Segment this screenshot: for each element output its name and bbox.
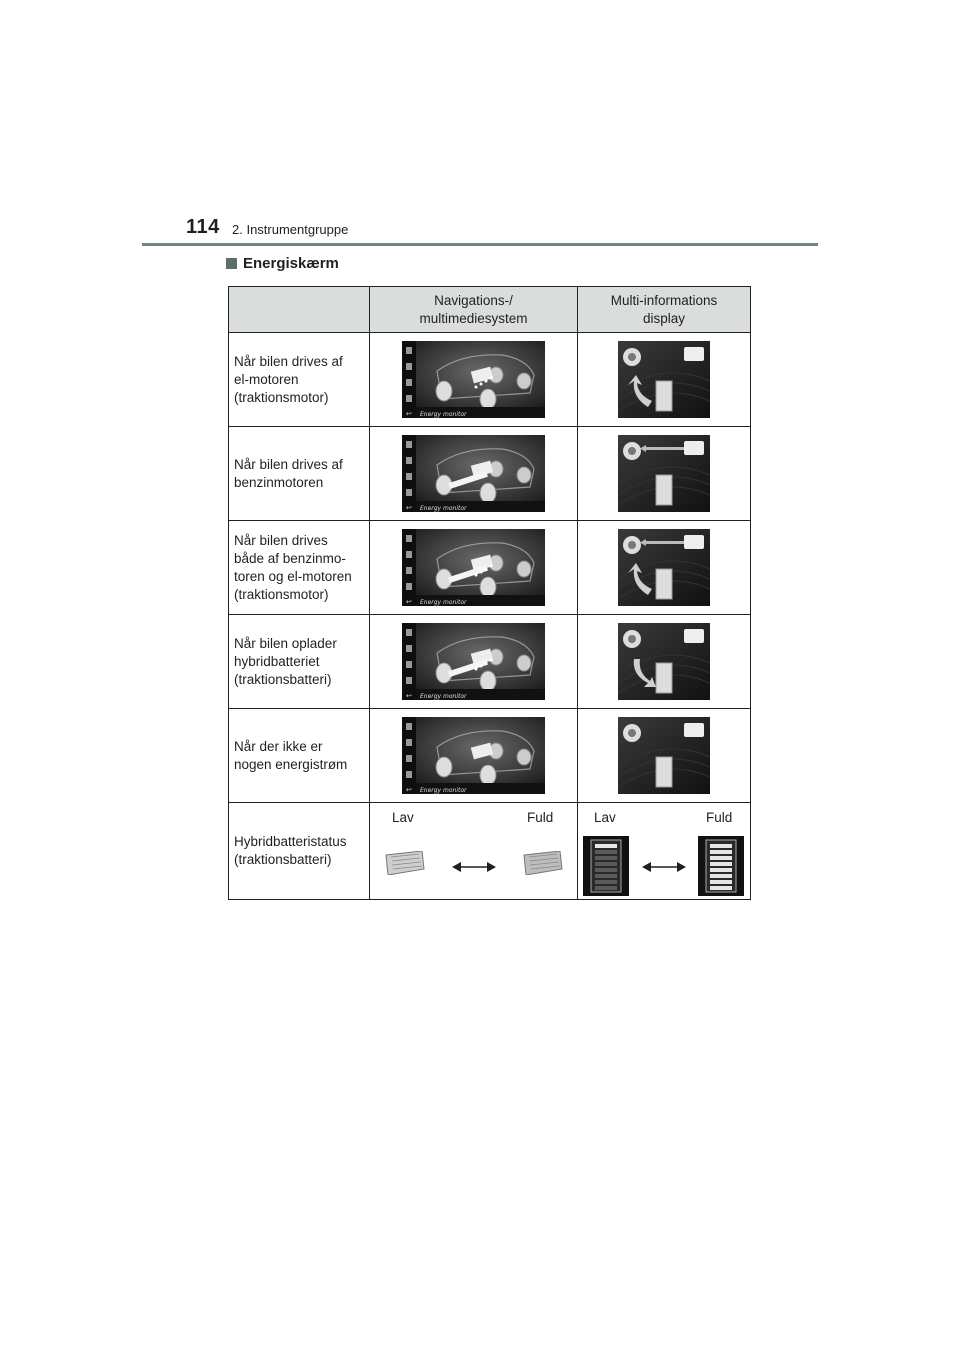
status-row bbox=[229, 803, 751, 900]
table-header-multi bbox=[578, 287, 751, 333]
section-square-icon bbox=[226, 258, 237, 269]
battery-icon bbox=[520, 851, 564, 875]
svg-text:Energy monitor: Energy monitor bbox=[420, 505, 467, 512]
row-label bbox=[229, 709, 370, 803]
energy-table bbox=[228, 286, 751, 900]
wheel-icon bbox=[623, 630, 641, 648]
label-line: benzinmotoren bbox=[234, 474, 324, 490]
header-line: Navigations-/ bbox=[434, 292, 513, 308]
table-header-empty bbox=[229, 287, 370, 333]
mid-battery-status bbox=[578, 803, 751, 900]
header-line: display bbox=[642, 310, 686, 326]
double-arrow-icon bbox=[642, 861, 686, 873]
svg-text:↩: ↩ bbox=[406, 504, 412, 512]
label-line: Når bilen drives af bbox=[234, 456, 343, 472]
header-rule bbox=[142, 243, 818, 246]
header-line: multimediesystem bbox=[419, 310, 528, 326]
wheel-icon bbox=[623, 442, 641, 460]
mid-energy-screen bbox=[618, 435, 710, 512]
section-title bbox=[226, 255, 339, 272]
svg-text:Energy monitor: Energy monitor bbox=[420, 411, 467, 418]
table-row bbox=[229, 427, 751, 521]
nav-energy-screen bbox=[402, 623, 545, 700]
label-line: Når der ikke er bbox=[234, 738, 323, 754]
label-line: el-motoren bbox=[234, 371, 299, 387]
section-title-text: Energiskærm bbox=[243, 255, 339, 272]
engine-icon bbox=[684, 347, 704, 361]
nav-screen-cell bbox=[370, 709, 578, 803]
label-line: nogen energistrøm bbox=[234, 756, 348, 772]
engine-icon bbox=[684, 535, 704, 549]
double-arrow-icon bbox=[452, 861, 496, 873]
row-label bbox=[229, 333, 370, 427]
row-label bbox=[229, 427, 370, 521]
label-line: (traktionsmotor) bbox=[234, 586, 329, 602]
nav-energy-screen bbox=[402, 341, 545, 418]
svg-text:↩: ↩ bbox=[406, 692, 412, 700]
mid-screen-cell bbox=[578, 709, 751, 803]
nav-screen-cell bbox=[370, 521, 578, 615]
label-line: toren og el-motoren bbox=[234, 568, 352, 584]
label-line: både af benzinmo- bbox=[234, 550, 346, 566]
nav-energy-screen bbox=[402, 717, 545, 794]
nav-energy-screen bbox=[402, 529, 545, 606]
wheel-icon bbox=[623, 536, 641, 554]
table-header-row bbox=[229, 287, 751, 333]
svg-text:↩: ↩ bbox=[406, 410, 412, 418]
svg-text:↩: ↩ bbox=[406, 786, 412, 794]
svg-text:Energy monitor: Energy monitor bbox=[420, 599, 467, 606]
label-line: Hybridbatteristatus bbox=[234, 834, 347, 849]
mid-energy-screen bbox=[618, 529, 710, 606]
table-row bbox=[229, 709, 751, 803]
svg-text:Energy monitor: Energy monitor bbox=[420, 787, 467, 794]
engine-icon bbox=[684, 629, 704, 643]
mid-screen-cell bbox=[578, 427, 751, 521]
low-label: Lav bbox=[594, 810, 616, 825]
mid-screen-cell bbox=[578, 615, 751, 709]
nav-screen-cell bbox=[370, 427, 578, 521]
label-line: (traktionsmotor) bbox=[234, 389, 329, 405]
engine-icon bbox=[684, 441, 704, 455]
label-line: Når bilen drives af bbox=[234, 353, 343, 369]
nav-screen-cell bbox=[370, 615, 578, 709]
label-line: (traktionsbatteri) bbox=[234, 671, 332, 687]
table-row bbox=[229, 521, 751, 615]
table-row bbox=[229, 615, 751, 709]
full-label: Fuld bbox=[706, 810, 733, 825]
row-label bbox=[229, 521, 370, 615]
mid-screen-cell bbox=[578, 521, 751, 615]
mid-energy-screen bbox=[618, 341, 710, 418]
page-number: 114 bbox=[186, 216, 220, 238]
svg-text:Energy monitor: Energy monitor bbox=[420, 693, 467, 700]
nav-energy-screen bbox=[402, 435, 545, 512]
header-line: Multi-informations bbox=[610, 292, 718, 308]
nav-screen-cell bbox=[370, 333, 578, 427]
wheel-icon bbox=[623, 348, 641, 366]
mid-energy-screen bbox=[618, 717, 710, 794]
table-header-nav bbox=[370, 287, 578, 333]
label-line: Når bilen oplader bbox=[234, 635, 337, 651]
full-label: Fuld bbox=[527, 810, 554, 825]
table-row bbox=[229, 333, 751, 427]
engine-icon bbox=[684, 723, 704, 737]
battery-icon bbox=[583, 836, 629, 896]
label-line: hybridbatteriet bbox=[234, 653, 320, 669]
low-label: Lav bbox=[392, 810, 414, 825]
wheel-icon bbox=[623, 724, 641, 742]
battery-icon bbox=[698, 836, 744, 896]
mid-energy-screen bbox=[618, 623, 710, 700]
battery-icon bbox=[382, 851, 426, 875]
row-label bbox=[229, 615, 370, 709]
nav-battery-status bbox=[370, 803, 578, 900]
mid-screen-cell bbox=[578, 333, 751, 427]
svg-text:↩: ↩ bbox=[406, 598, 412, 606]
label-line: Når bilen drives bbox=[234, 532, 328, 548]
row-label bbox=[229, 803, 370, 900]
chapter-title: 2. Instrumentgruppe bbox=[232, 222, 349, 237]
label-line: (traktionsbatteri) bbox=[234, 852, 332, 867]
